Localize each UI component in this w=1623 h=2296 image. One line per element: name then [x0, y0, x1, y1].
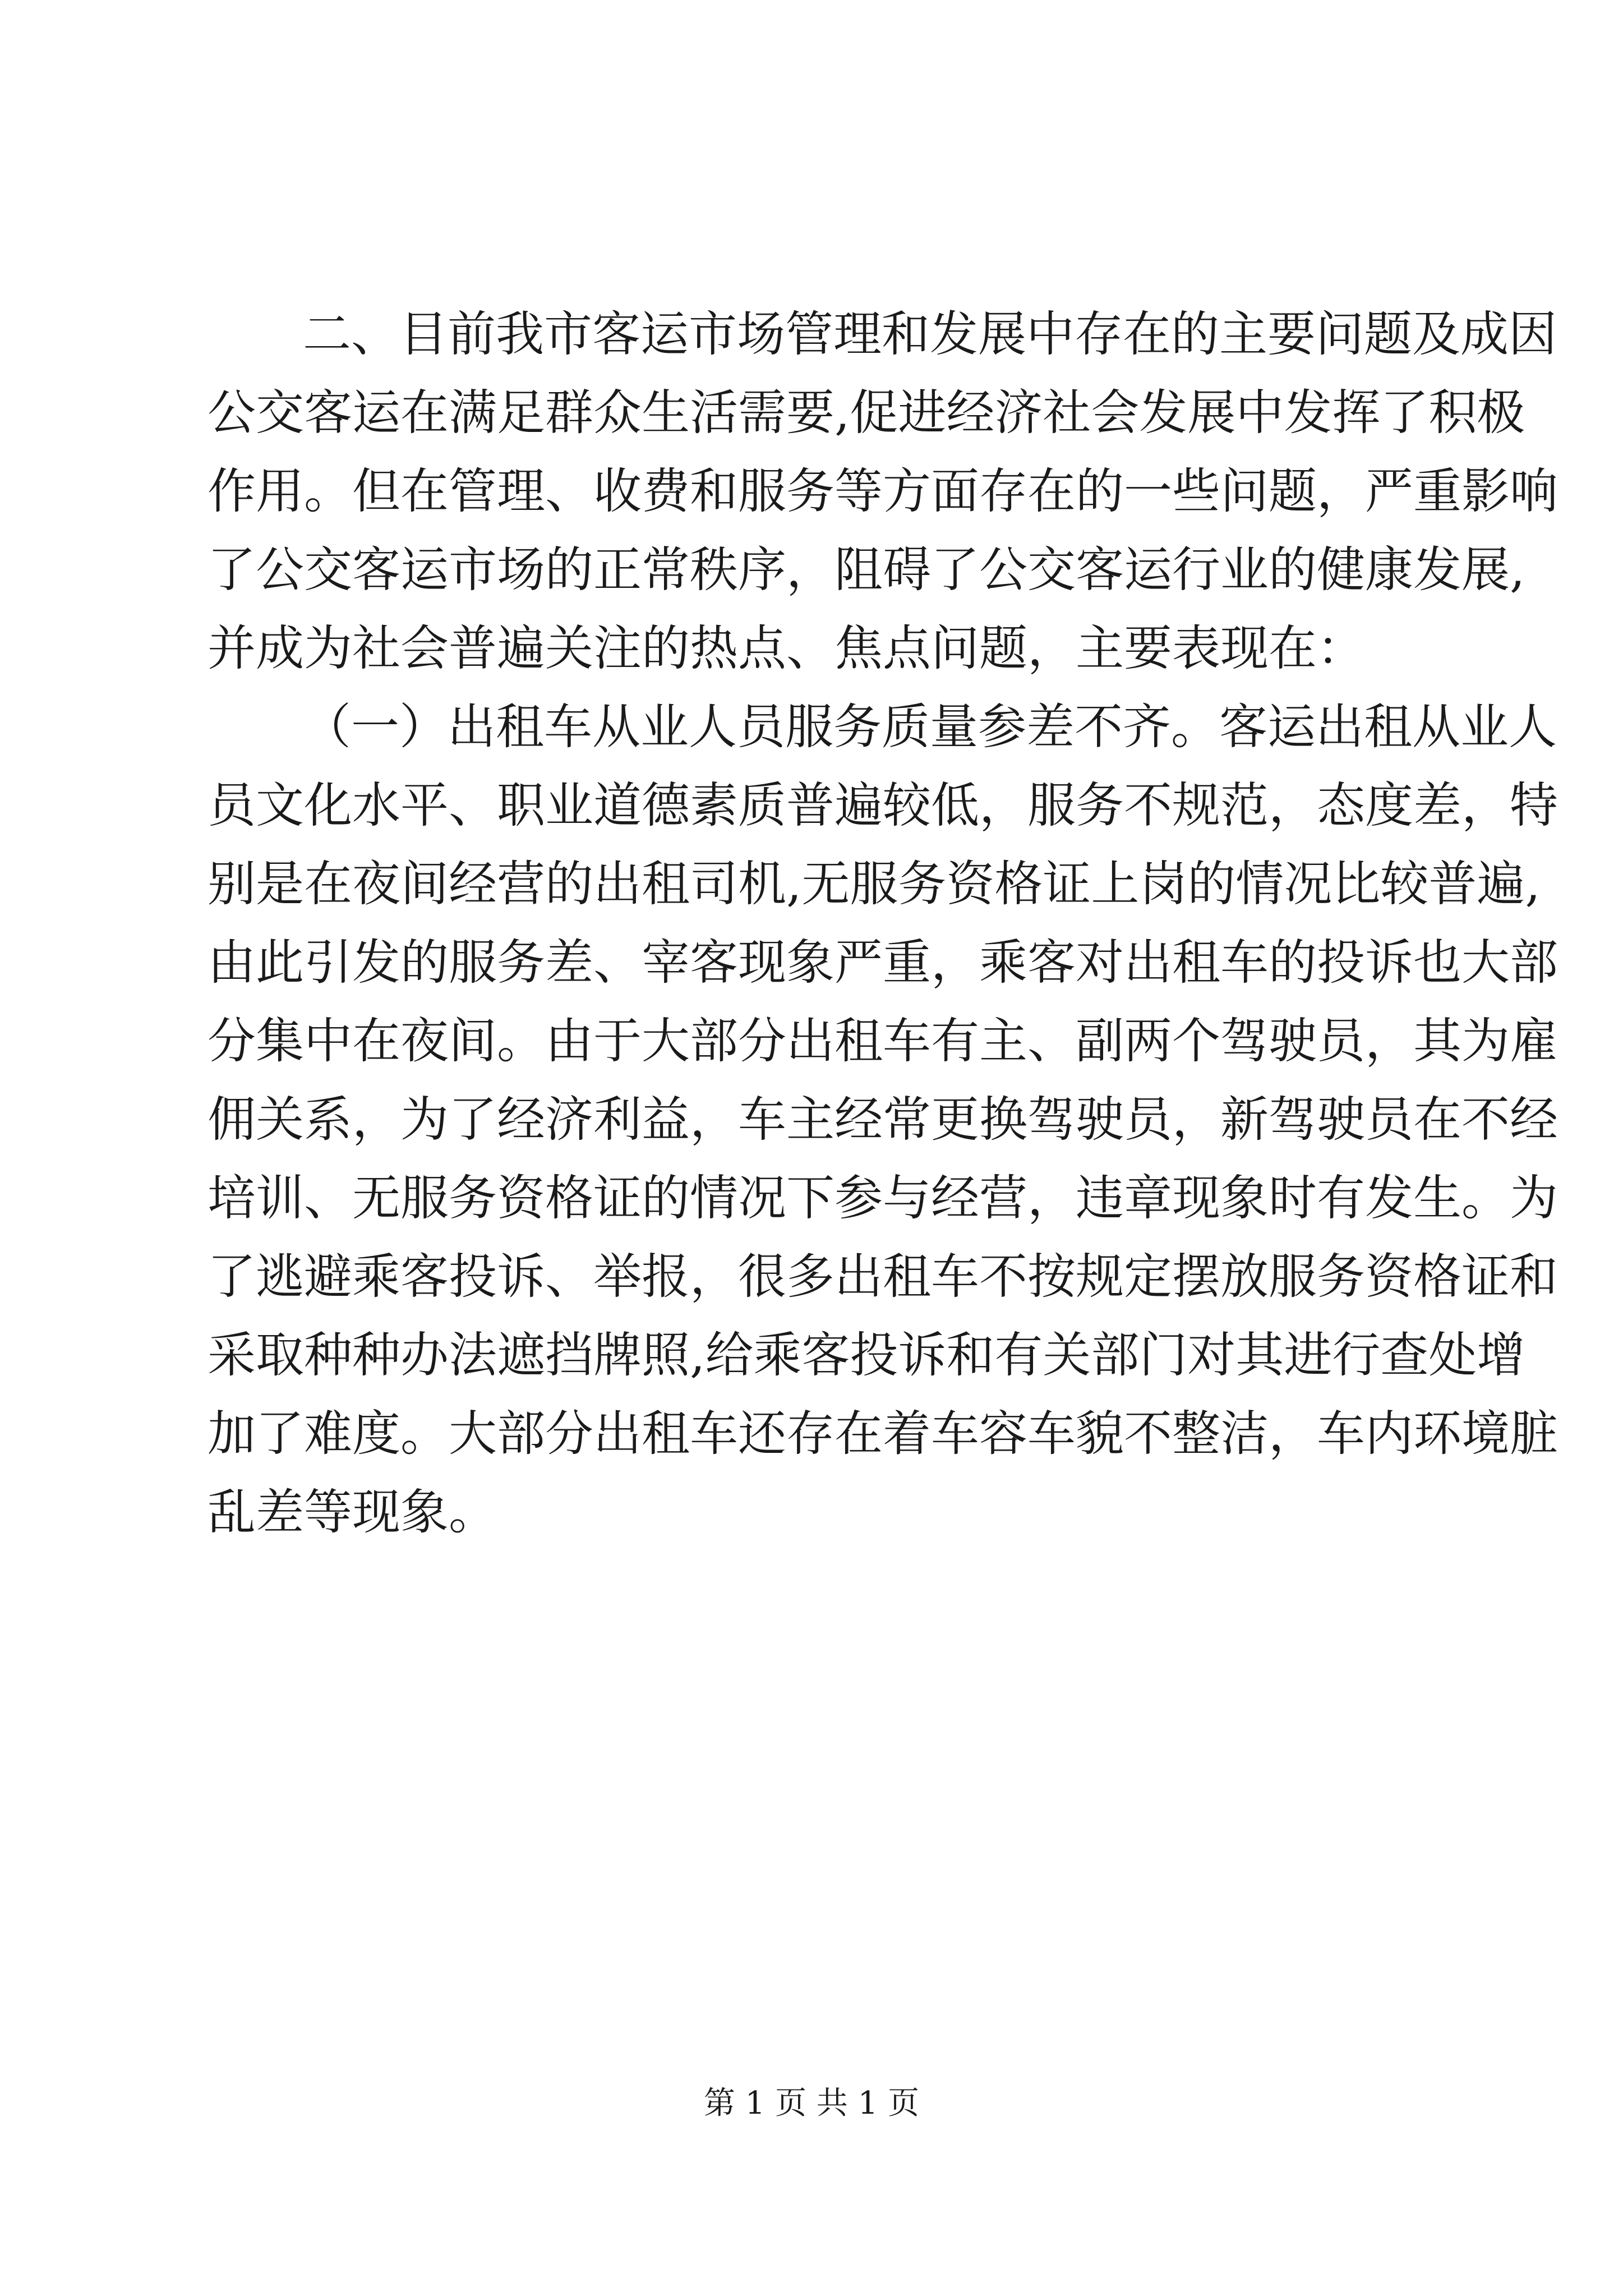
paragraph-line: 二、目前我市客运市场管理和发展中存在的主要问题及成因 [303, 306, 1557, 362]
paragraph-line: 加了难度。大部分出租车还存在着车容车貌不整洁，车内环境脏 [208, 1406, 1558, 1462]
paragraph-line: 员文化水平、职业道德素质普遍较低，服务不规范，态度差，特 [208, 777, 1558, 834]
paragraph-line: 佣关系，为了经济利益，车主经常更换驾驶员，新驾驶员在不经 [208, 1092, 1558, 1148]
paragraph-line: 分集中在夜间。由于大部分出租车有主、副两个驾驶员，其为雇 [208, 1013, 1558, 1069]
paragraph-line: 公交客运在满足群众生活需要,促进经济社会发展中发挥了积极 [208, 385, 1525, 441]
paragraph-line: 别是在夜间经营的出租司机,无服务资格证上岗的情况比较普遍, [208, 856, 1541, 912]
paragraph-line: 了公交客运市场的正常秩序，阻碍了公交客运行业的健康发展, [208, 542, 1525, 598]
page-number-footer: 第 1 页 共 1 页 [703, 2085, 920, 2122]
paragraph-line: （一）出租车从业人员服务质量参差不齐。客运出租从业人 [303, 699, 1557, 755]
paragraph-line: 了逃避乘客投诉、举报，很多出租车不按规定摆放服务资格证和 [208, 1249, 1558, 1305]
paragraph-line: 并成为社会普遍关注的热点、焦点问题，主要表现在： [208, 620, 1365, 677]
paragraph-line: 培训、无服务资格证的情况下参与经营，违章现象时有发生。为 [208, 1170, 1558, 1226]
paragraph-line: 采取种种办法遮挡牌照,给乘客投诉和有关部门对其进行查处增 [208, 1327, 1525, 1383]
paragraph-line: 作用。但在管理、收费和服务等方面存在的一些问题，严重影响 [208, 463, 1558, 519]
paragraph-line: 乱差等现象。 [208, 1484, 497, 1540]
paragraph-line: 由此引发的服务差、宰客现象严重，乘客对出租车的投诉也大部 [208, 935, 1558, 991]
